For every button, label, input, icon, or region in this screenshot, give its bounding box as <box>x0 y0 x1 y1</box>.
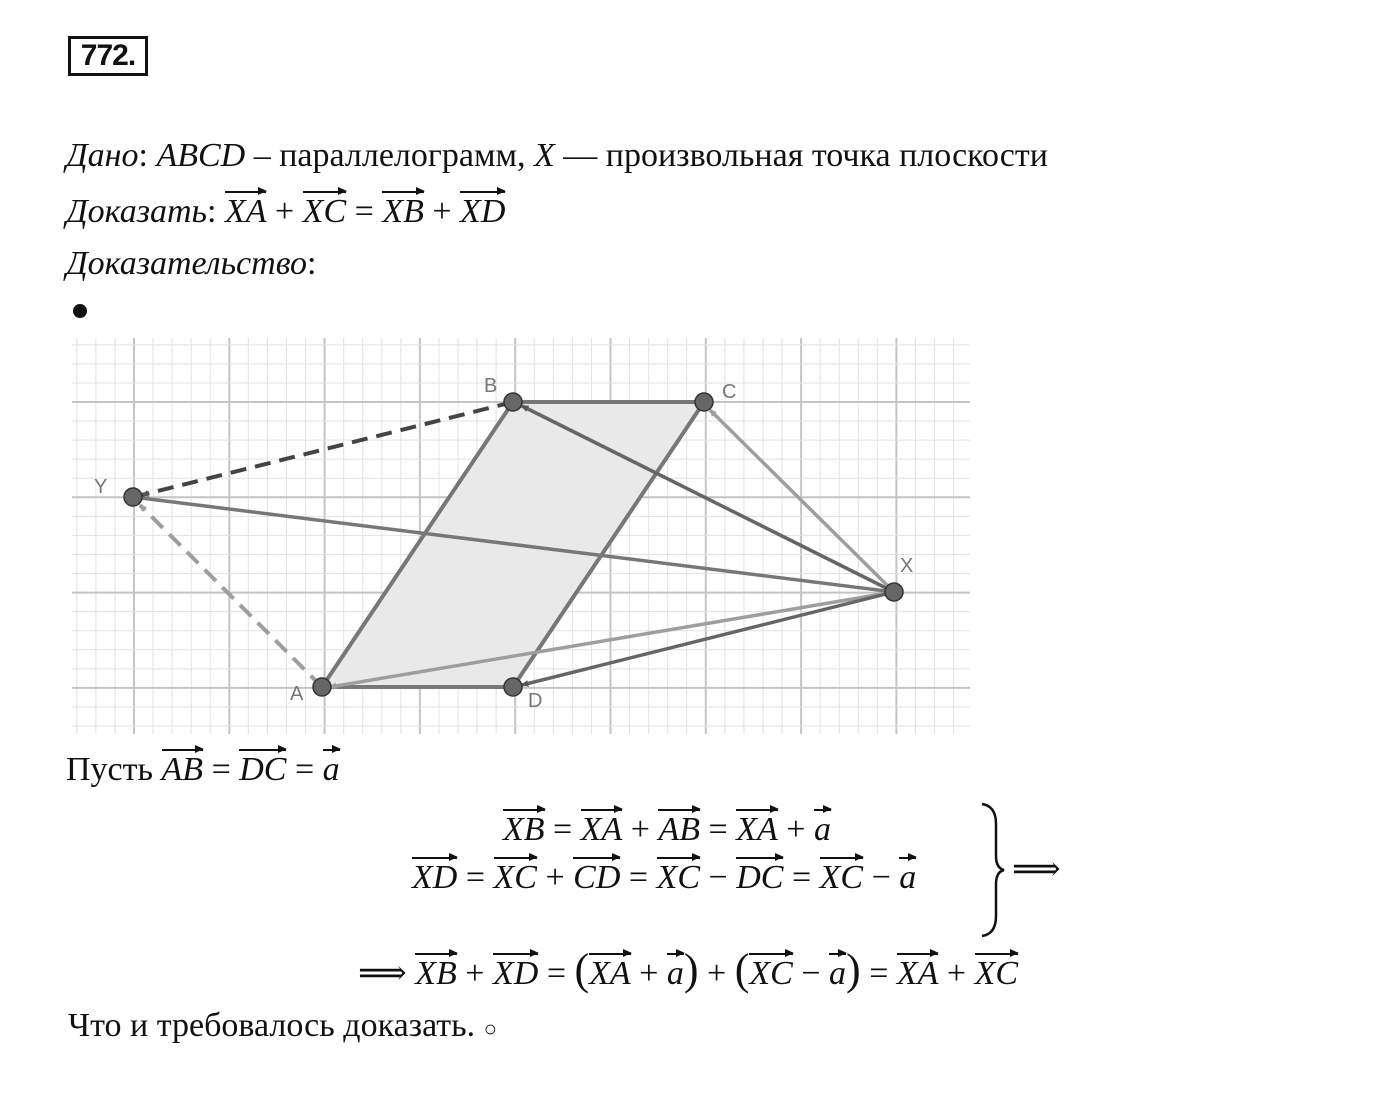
implies-sign: ⟹ <box>1012 851 1061 888</box>
label-x: X <box>900 555 914 577</box>
label-a: A <box>290 683 304 705</box>
prove-label: Доказать <box>66 193 207 230</box>
vector: DC <box>239 751 287 788</box>
vector-xd <box>522 592 894 685</box>
given-label: Дано <box>66 137 139 174</box>
proof-line: Доказательство: <box>66 245 317 282</box>
point-c <box>695 393 713 411</box>
label-c: C <box>722 381 737 403</box>
equation-2: XD = XC + CD = XC − DC = XC − a <box>412 859 917 896</box>
prove-line: Доказать: XA + XC = XB + XD <box>66 193 506 230</box>
vector: XA <box>224 193 267 230</box>
point-a <box>313 678 331 696</box>
problem-number: 772. <box>68 36 148 76</box>
label-b: B <box>484 375 498 397</box>
vector: XD <box>460 193 506 230</box>
dashed-ay <box>140 505 322 687</box>
parallelogram-name: ABCD <box>156 137 246 174</box>
given-line: Дано: ABCD – параллелограмм, X — произвольная точка плоскости <box>66 137 1048 174</box>
conclusion: Что и требовалось доказать. ○ <box>68 1007 497 1044</box>
end-mark: ○ <box>483 1016 497 1041</box>
vector: AB <box>161 751 204 788</box>
point-x <box>885 583 903 601</box>
vector: XC <box>302 193 347 230</box>
geometry-figure <box>72 338 970 734</box>
point-y <box>124 488 142 506</box>
right-brace <box>978 800 1008 940</box>
vector: a <box>322 751 340 788</box>
point-d <box>504 678 522 696</box>
label-d: D <box>528 690 543 712</box>
let-line: Пусть AB = DC = a <box>66 751 340 788</box>
dashed-by <box>142 402 513 495</box>
label-y: Y <box>94 476 108 498</box>
vector: XB <box>382 193 424 230</box>
bullet <box>73 304 87 318</box>
equation-1: XB = XA + AB = XA + a <box>503 811 831 848</box>
proof-label: Доказательство <box>66 245 308 282</box>
point-b <box>504 393 522 411</box>
equation-3: ⟹ XB + XD = (XA + a) + (XC − a) = XA + XC <box>358 945 1019 994</box>
